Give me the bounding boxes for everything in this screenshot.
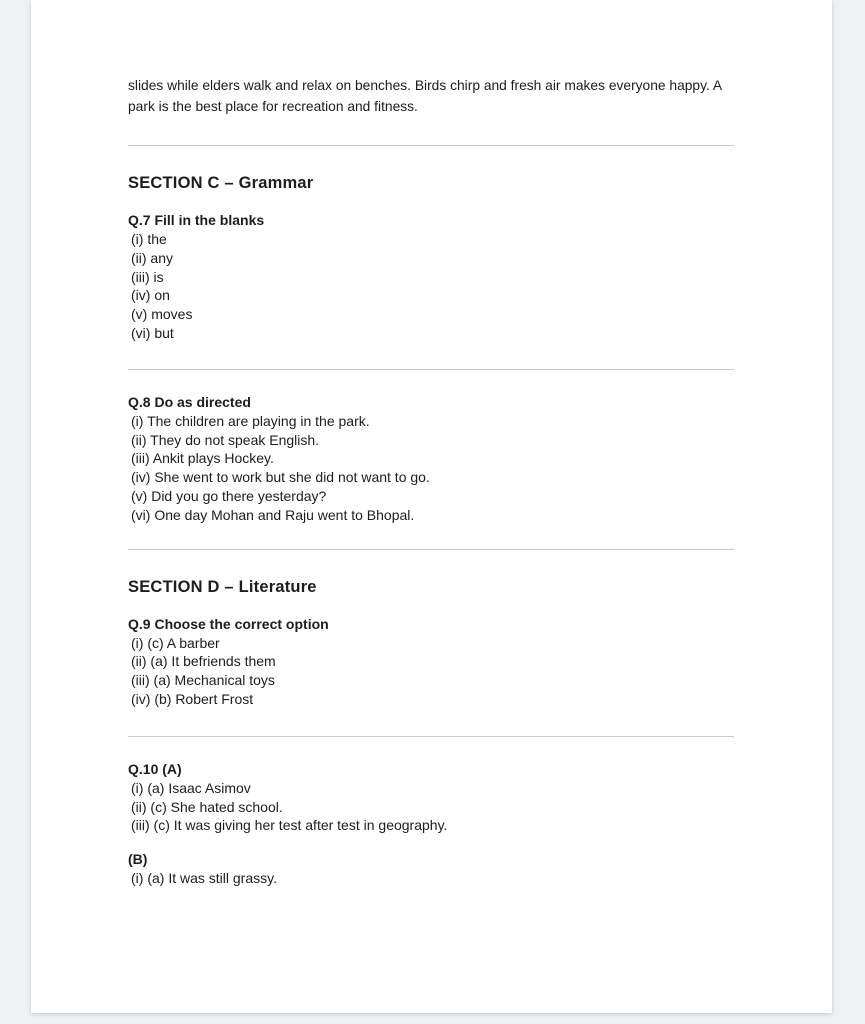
answer-line: (iii) (c) It was giving her test after test in geography.	[131, 817, 448, 834]
answer-line: (ii) (c) She hated school.	[131, 798, 283, 815]
question-q10-a	[128, 759, 734, 835]
answer-line: (i) (a) It was still grassy.	[131, 870, 277, 887]
answer-line: (iv) She went to work but she did not want to go.	[131, 469, 430, 486]
section-d-title: SECTION D – Literature	[128, 577, 317, 596]
document-page	[31, 0, 832, 1013]
question-q8	[128, 392, 734, 525]
answer-line: (i) (c) A barber	[131, 634, 220, 651]
answer-line: (vi) but	[131, 324, 174, 341]
answer-line: (v) Did you go there yesterday?	[131, 487, 327, 504]
answer-line: (ii) (a) It befriends them	[131, 653, 276, 670]
answer-line: (v) moves	[131, 306, 193, 323]
section-divider	[128, 549, 734, 550]
answer-line: (iii) (a) Mechanical toys	[131, 672, 275, 689]
section-divider	[128, 369, 734, 370]
answer-line: (iii) Ankit plays Hockey.	[131, 450, 274, 467]
question-q9	[128, 614, 734, 709]
question-q7	[128, 210, 734, 343]
answer-line: (iv) on	[131, 287, 170, 304]
question-q10-b-title: (B)	[128, 851, 148, 868]
answer-line: (i) (a) Isaac Asimov	[131, 779, 251, 796]
section-divider	[128, 145, 734, 146]
answer-line: (vi) One day Mohan and Raju went to Bhopal.	[131, 506, 415, 523]
question-q9-title: Q.9 Choose the correct option	[128, 615, 329, 632]
document-content	[128, 0, 734, 888]
question-q10-b	[128, 849, 734, 888]
question-q8-title: Q.8 Do as directed	[128, 393, 251, 410]
answer-line: (i) The children are playing in the park.	[131, 412, 370, 429]
answer-line: (i) the	[131, 231, 167, 247]
intro-paragraph: slides while elders walk and relax on benches. Birds chirp and fresh air makes everyone happy. A park is the best place for recreation and fitness.	[128, 78, 722, 114]
answer-line: (iv) (b) Robert Frost	[131, 690, 254, 707]
answer-line: (iii) is	[131, 268, 164, 285]
answer-line: (ii) They do not speak English.	[131, 431, 320, 448]
question-q10-a-title: Q.10 (A)	[128, 760, 182, 777]
answer-line: (ii) any	[131, 249, 174, 266]
section-divider	[128, 736, 734, 737]
section-c-title: SECTION C – Grammar	[128, 174, 314, 192]
question-q7-title: Q.7 Fill in the blanks	[128, 212, 265, 228]
